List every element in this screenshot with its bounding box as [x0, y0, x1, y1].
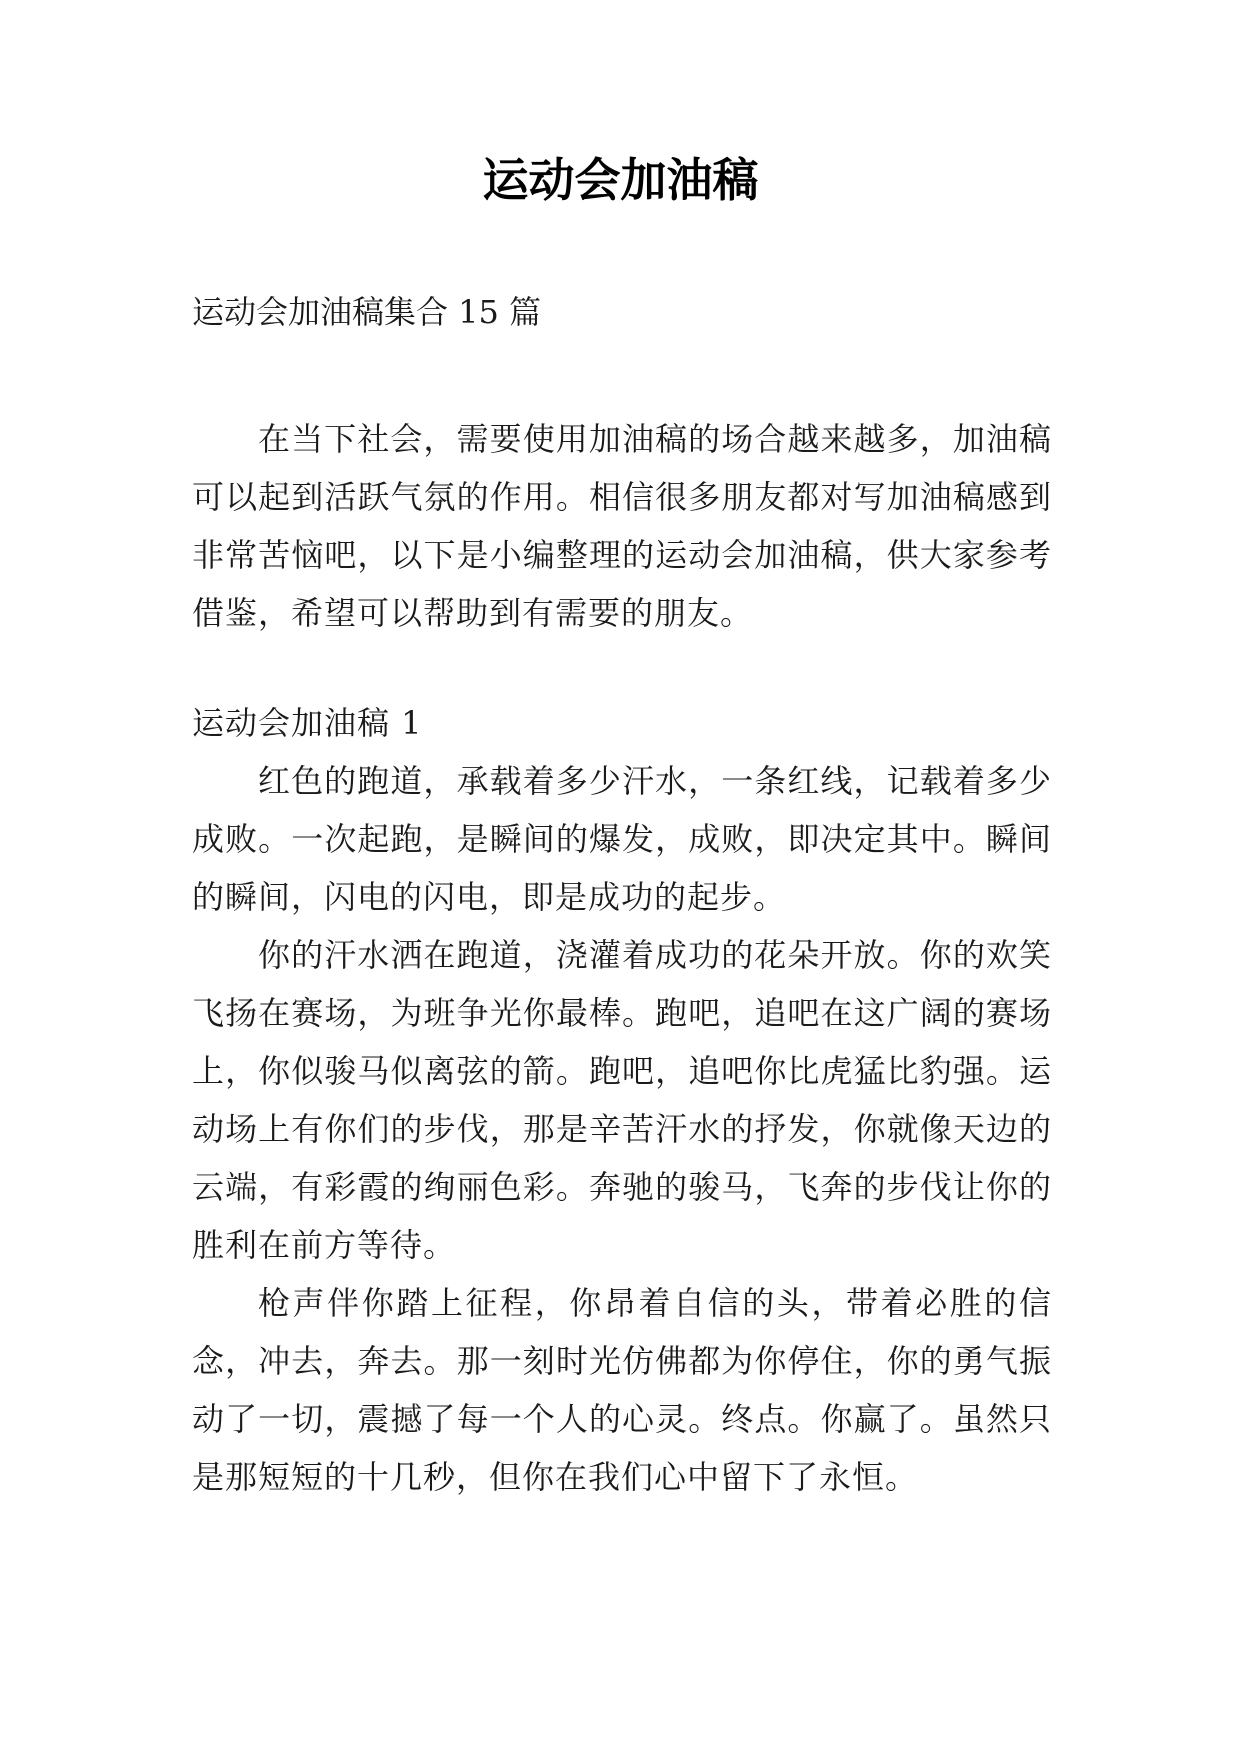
- document-subtitle: 运动会加油稿集合 15 篇: [192, 293, 542, 331]
- section-1-paragraph: 枪声伴你踏上征程，你昂着自信的头，带着必胜的信念，冲去，奔去。那一刻时光仿佛都为你停住，你的勇气振动了一切，震撼了每一个人的心灵。终点。你赢了。虽然只是那短短的十几秒，但你在我们心中留下了永恒。: [192, 1284, 1052, 1496]
- intro-block: [192, 410, 1052, 642]
- document-title: 运动会加油稿: [482, 153, 759, 207]
- section-1-heading: 运动会加油稿 1: [192, 704, 423, 742]
- intro-paragraph: 在当下社会，需要使用加油稿的场合越来越多，加油稿可以起到活跃气氛的作用。相信很多朋友都对写加油稿感到非常苦恼吧，以下是小编整理的运动会加油稿，供大家参考借鉴，希望可以帮助到有需要的朋友。: [192, 420, 1052, 632]
- section-1-paragraph: 红色的跑道，承载着多少汗水，一条红线，记载着多少成败。一次起跑，是瞬间的爆发，成败，即决定其中。瞬间的瞬间，闪电的闪电，即是成功的起步。: [192, 762, 1052, 916]
- section-1-paragraph: 你的汗水洒在跑道，浇灌着成功的花朵开放。你的欢笑飞扬在赛场，为班争光你最棒。跑吧，追吧在这广阔的赛场上，你似骏马似离弦的箭。跑吧，追吧你比虎猛比豹强。运动场上有你们的步伐，那是辛苦汗水的抒发，你就像天边的云端，有彩霞的绚丽色彩。奔驰的骏马，飞奔的步伐让你的胜利在前方等待。: [192, 936, 1052, 1264]
- section-1: [192, 694, 1052, 1506]
